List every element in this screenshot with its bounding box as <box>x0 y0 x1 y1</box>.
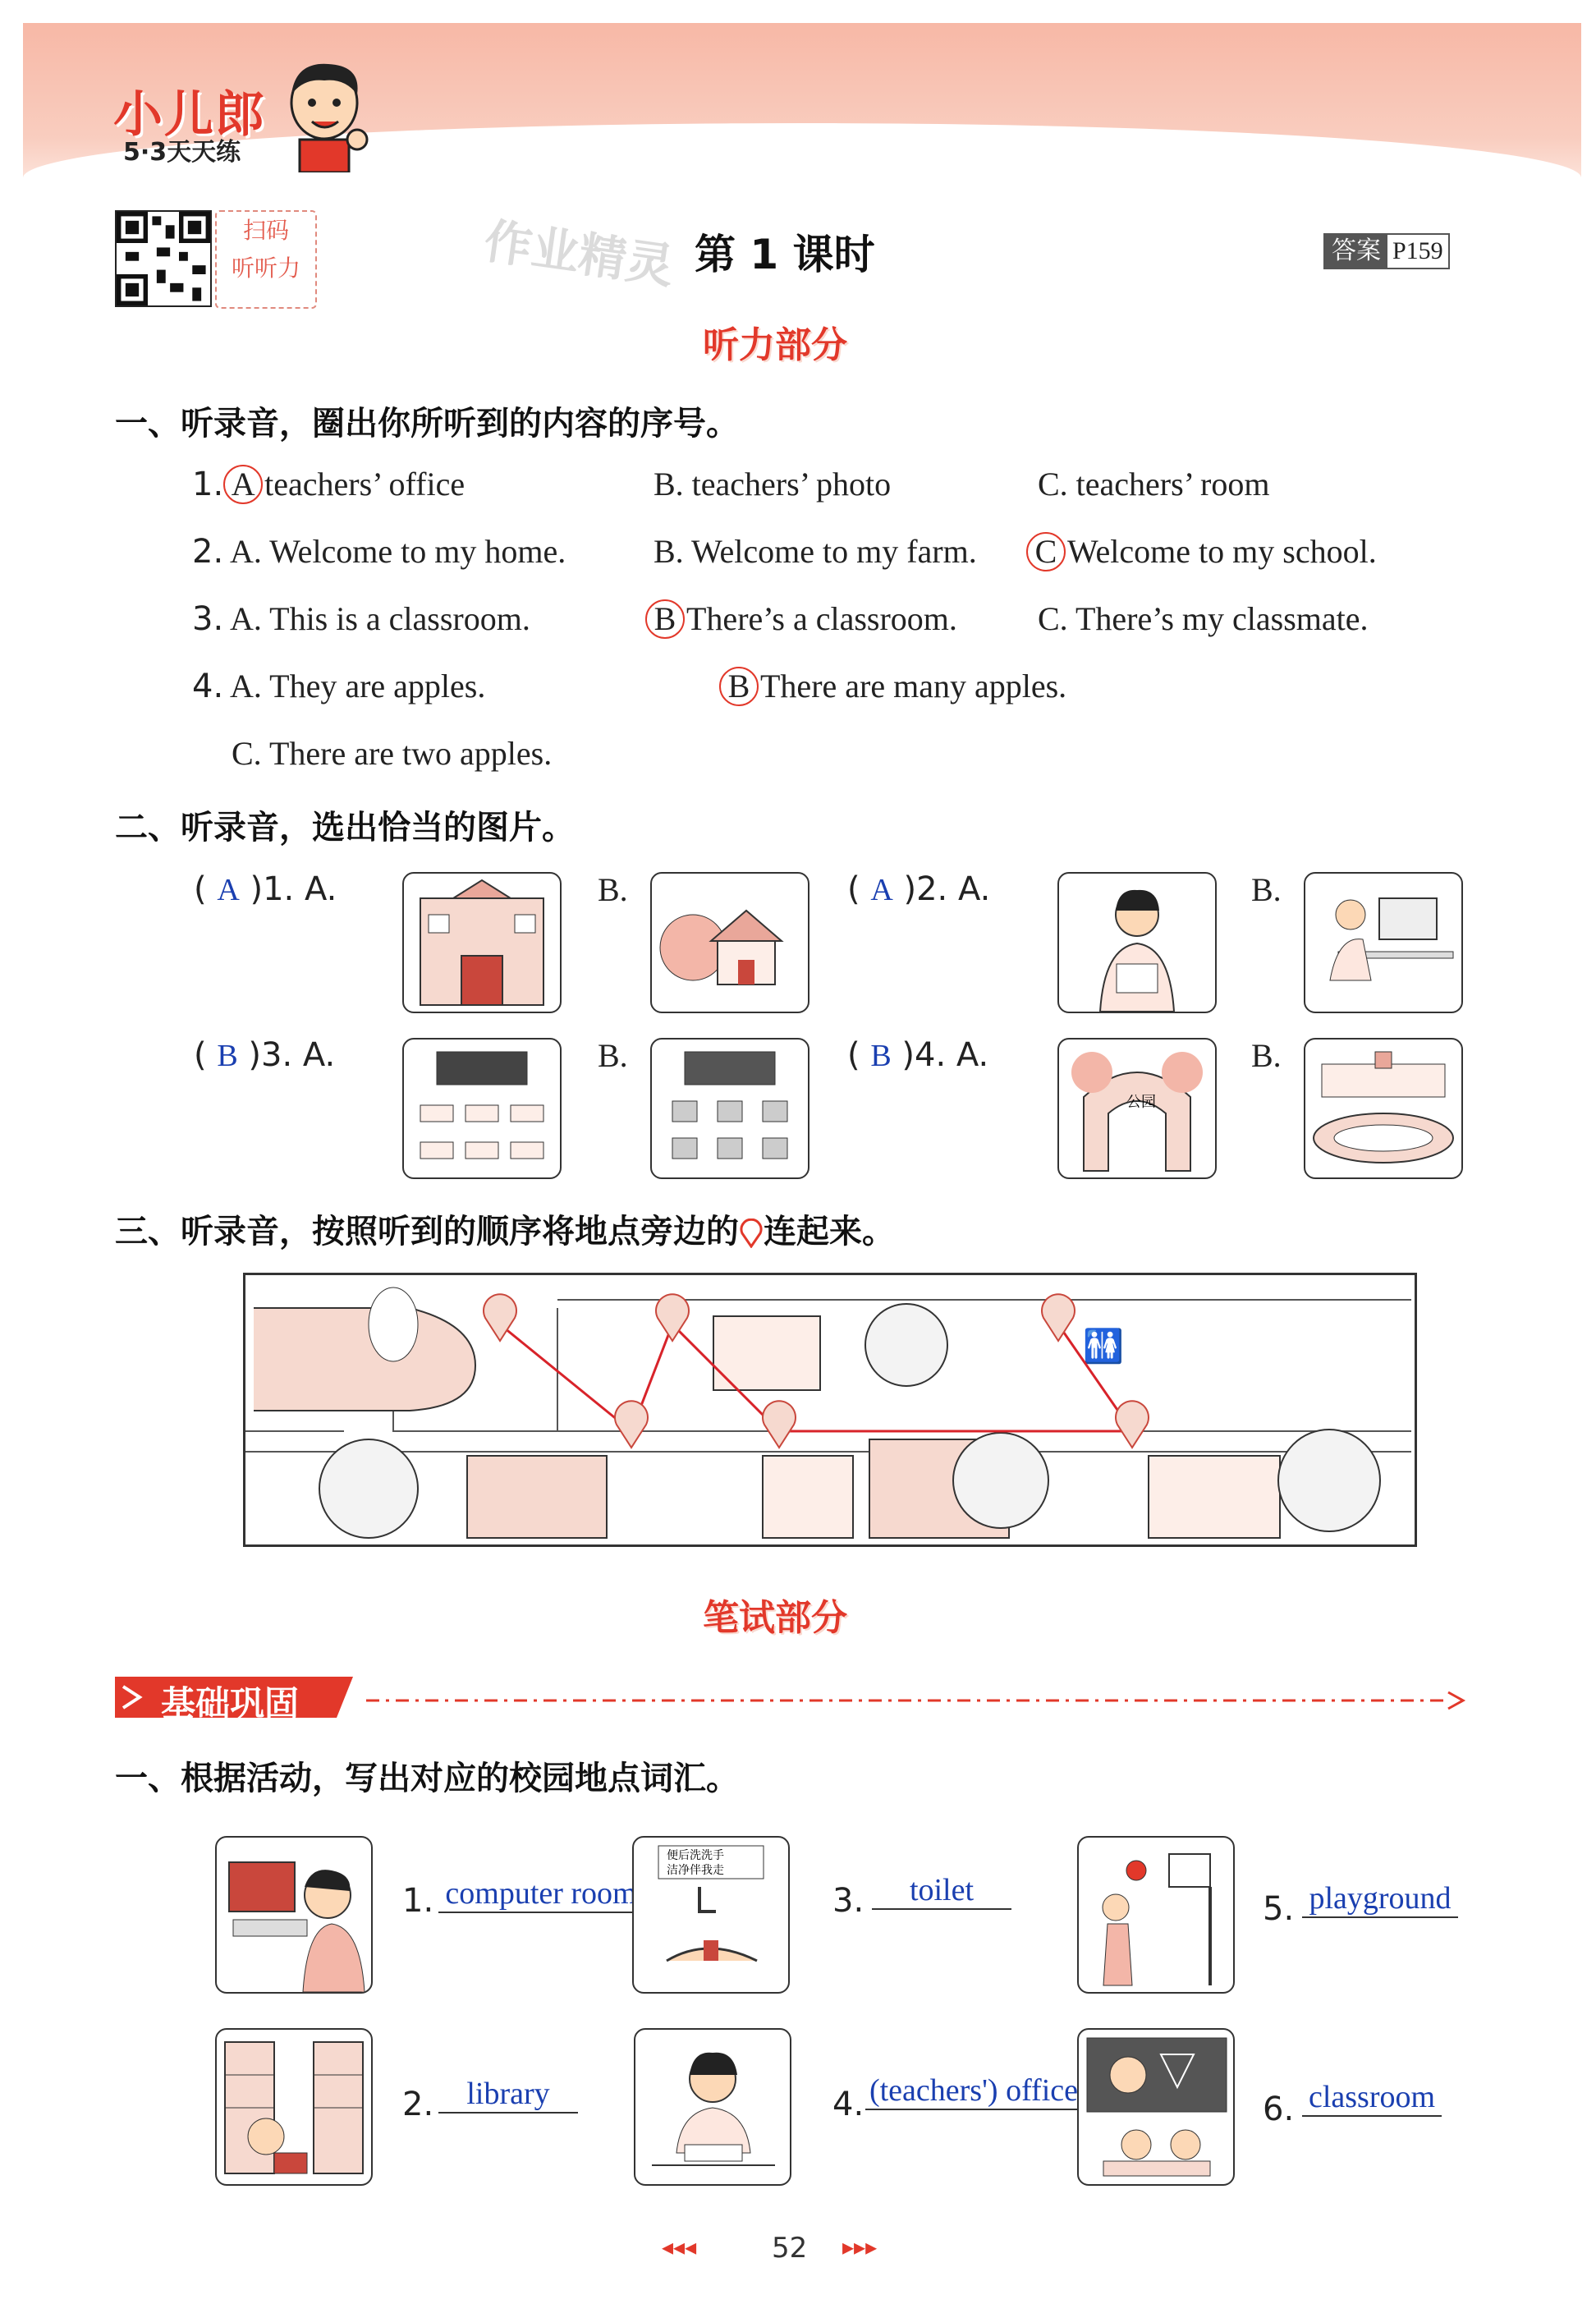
map-pin-4[interactable] <box>615 1401 648 1448</box>
lesson-title: 第 1 课时 <box>695 231 875 278</box>
q2-item-3-b-label: B. <box>598 1037 628 1074</box>
banner-dashed-line <box>366 1688 1466 1713</box>
w1-item-1-num: 1. <box>402 1882 434 1920</box>
q1-item-3-option-b: B There’s a classroom. <box>645 599 957 639</box>
written-section-title: 笔试部分 <box>703 1597 847 1639</box>
map-pin-6[interactable] <box>1116 1401 1149 1448</box>
park-sign-text: 公园 <box>1126 1094 1156 1111</box>
w1-item-2-num: 2. <box>402 2086 434 2123</box>
q2-item-2-label: ( A )2. A. <box>847 870 991 908</box>
q1-item-2-option-c: C Welcome to my school. <box>1026 532 1377 571</box>
q1-item-1-option-c: C. teachers’ room <box>1038 466 1270 503</box>
q1-item-1-option-a: 1. A teachers’ office <box>192 466 466 503</box>
q2-1a-school-building-image <box>402 872 562 1013</box>
q2-2b-computer-desk-image <box>1304 872 1463 1013</box>
listening-q3-heading: 三、听录音，按照听到的顺序将地点旁边的 连起来。 <box>115 1213 895 1251</box>
mascot-icon <box>279 57 369 172</box>
q2-item-3-label: ( B )3. A. <box>194 1036 336 1074</box>
written-q1-heading: 一、根据活动，写出对应的校园地点词汇。 <box>115 1760 739 1797</box>
w1-classroom-image <box>1077 2028 1235 2186</box>
q2-3a-classroom-image <box>402 1038 562 1179</box>
q2-2a-teacher-image <box>1057 872 1217 1013</box>
q1-item-3-option-c: C. There’s my classmate. <box>1038 600 1369 637</box>
map-pin-5[interactable] <box>763 1401 796 1448</box>
w1-handwash-image <box>632 1836 790 1994</box>
w1-item-6-answer[interactable]: classroom <box>1302 2079 1442 2117</box>
q1-item-2-option-b: B. Welcome to my farm. <box>654 533 977 570</box>
w1-office-image <box>634 2028 791 2186</box>
q1-item-1-option-b: B. teachers’ photo <box>654 466 892 503</box>
w1-item-4-answer[interactable]: (teachers') office <box>865 2072 1082 2110</box>
q2-4b-playground-image <box>1304 1038 1463 1179</box>
brand-subtitle: 5·3天天练 <box>123 138 241 167</box>
brand-logo: 小儿郎 <box>113 86 266 144</box>
campus-map <box>243 1273 1417 1547</box>
basic-banner-text: 基础巩固 <box>161 1683 300 1723</box>
q1-item-3-option-a: 3. A. This is a classroom. <box>192 600 530 638</box>
w1-item-4-num: 4. <box>832 2086 864 2123</box>
q1-item-4-option-b: B There are many apples. <box>719 667 1066 706</box>
w1-item-6-num: 6. <box>1263 2091 1295 2128</box>
listening-q2-heading: 二、听录音，选出恰当的图片。 <box>115 809 575 847</box>
q1-item-4-option-a: 4. A. They are apples. <box>192 668 486 705</box>
prev-page-arrows[interactable]: ◂◂◂ <box>662 2233 697 2260</box>
handwash-sign-line1: 便后洗洗手 <box>667 1849 724 1862</box>
w1-item-3-num: 3. <box>832 1882 864 1920</box>
w1-computer-image <box>215 1836 373 1994</box>
listening-q1-heading: 一、听录音，圈出你所听到的内容的序号。 <box>115 405 739 443</box>
answer-reference[interactable]: 答案 P159 <box>1323 233 1450 269</box>
map-pin-3[interactable] <box>1042 1294 1075 1341</box>
q2-item-4-label: ( B )4. A. <box>847 1036 989 1074</box>
next-page-arrows[interactable]: ▸▸▸ <box>842 2233 878 2260</box>
page-number: 52 <box>772 2232 808 2265</box>
w1-library-image <box>215 2028 373 2186</box>
q2-1b-house-image <box>650 872 809 1013</box>
q2-item-1-b-label: B. <box>598 871 628 908</box>
q2-item-4-b-label: B. <box>1251 1037 1282 1074</box>
w1-item-2-answer[interactable]: library <box>438 2076 578 2114</box>
watermark: 作业精灵 <box>480 213 677 295</box>
q2-item-2-b-label: B. <box>1251 871 1282 908</box>
q2-3b-computer-room-image <box>650 1038 809 1179</box>
qr-code-icon[interactable] <box>115 210 212 307</box>
toilet-sign-icon: 🚻 <box>1083 1328 1124 1365</box>
w1-item-1-answer[interactable]: computer room <box>438 1875 644 1913</box>
campus-map-drawing <box>245 1275 1415 1544</box>
map-pin-2[interactable] <box>656 1294 689 1341</box>
w1-item-3-answer[interactable]: toilet <box>872 1872 1011 1910</box>
q2-4a-park-gate-image <box>1057 1038 1217 1179</box>
w1-basketball-image <box>1077 1836 1235 1994</box>
w1-item-5-answer[interactable]: playground <box>1302 1880 1458 1918</box>
handwash-sign-line2: 洁净伴我走 <box>667 1864 724 1877</box>
q1-item-4-option-c: C. There are two apples. <box>232 735 553 772</box>
q2-item-1-label: ( A )1. A. <box>194 870 337 908</box>
location-pin-icon <box>739 1219 764 1248</box>
q1-item-2-option-a: 2. A. Welcome to my home. <box>192 533 566 571</box>
scan-to-listen-label: 扫码 听听力 <box>215 210 317 309</box>
listening-section-title: 听力部分 <box>703 324 847 366</box>
w1-item-5-num: 5. <box>1263 1890 1295 1928</box>
